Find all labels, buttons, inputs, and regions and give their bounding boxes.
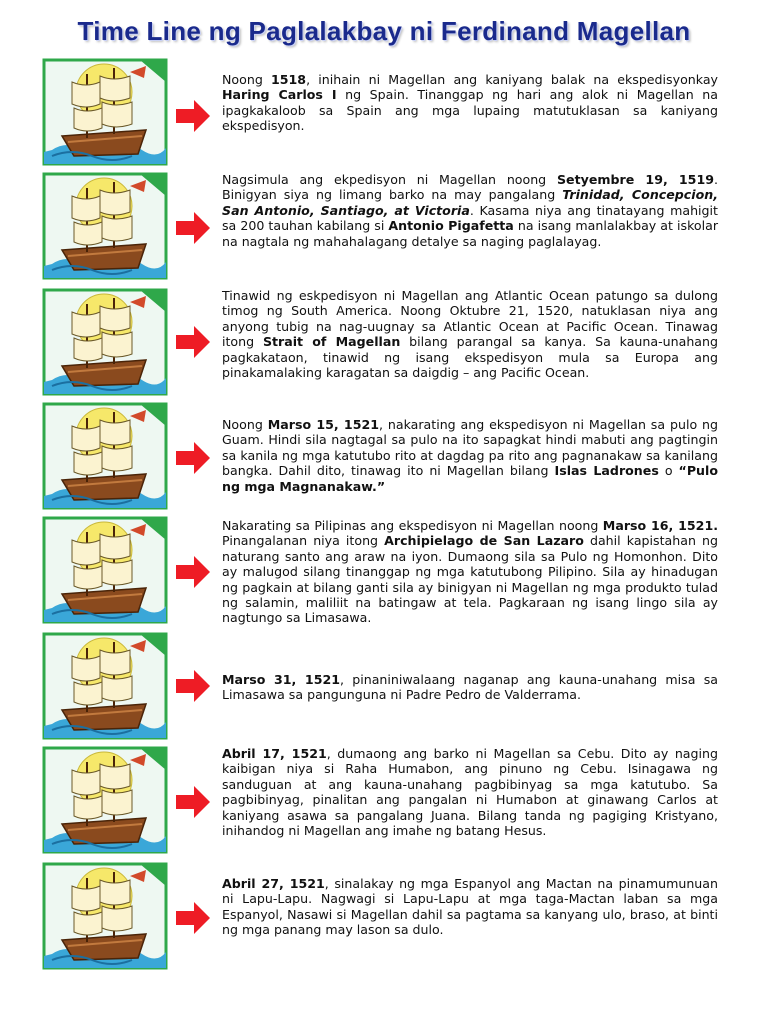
entry-text-segment: bilang parangal sa kanya. Sa kauna-unahang pagkakataon, tinawid ng isang ekspedisyon mula sa Europa ang pinakamalaking karagatan sa daigdig – ang Pacific Ocean.	[222, 334, 718, 381]
entry-text-segment: ng Spain. Tinanggap ng hari ang alok ni Magellan na ipagkakaloob sa Spain ang mga lupaing matutuklasan sa kaniyang ekspedisyon.	[222, 87, 719, 134]
entry-text-segment: na isang manlalakbay at iskolar na nagtala ng mahahalagang detalye sa naging paglalayag.	[222, 218, 719, 249]
ship-icon	[42, 288, 168, 396]
entry-text-segment: 1518	[271, 72, 307, 87]
entry-text	[222, 172, 718, 249]
ship-icon	[42, 746, 168, 854]
entry-text	[222, 876, 718, 938]
entry-text-segment: Nagsimula ang ekpedisyon ni Magellan noong	[222, 172, 557, 187]
entry-text	[222, 72, 718, 134]
entry-text-segment: Archipielago de San Lazaro	[384, 533, 584, 549]
entry-text-segment: Strait of Magellan	[262, 334, 401, 350]
entry-text-segment: , nakarating ang ekspedisyon ni Magellan sa pulo ng Guam. Hindi sila nagtagal sa pulo na ito sapagkat hindi mabuti ang pagtingin sa kanila ng mga katutubo rito at dagdag pa rito ang pagnanakaw sa kanilang bangka. Dahil dito, tinawag ito ni Magellan bilang	[222, 417, 719, 479]
entry-text-segment: Noong	[222, 72, 271, 87]
entry-text	[222, 518, 718, 626]
ship-icon	[42, 58, 168, 166]
entry-text-segment: Islas Ladrones	[554, 463, 659, 479]
entry-text-segment: Marso 31, 1521	[222, 672, 340, 687]
ship-icon	[42, 862, 168, 970]
red-arrow-icon	[176, 670, 210, 702]
entry-text-segment: Abril 17, 1521	[222, 746, 327, 761]
entry-text-segment: Tinawid ng eskpedisyon ni Magellan ang Atlantic Ocean patungo sa dulong timog ng South America. Noong Oktubre 21, 1520, natuklasan niya ang anyong tubig na nag-uugnay sa Atlantic Ocean at Pacific Ocean. Tinawag itong	[222, 288, 718, 350]
entry-text-segment: Haring Carlos I	[222, 87, 337, 103]
red-arrow-icon	[176, 442, 210, 474]
entry-text-segment: Marso 16, 1521.	[602, 518, 718, 533]
entry-text-segment: , dumaong ang barko ni Magellan sa Cebu. Dito ay naging kaibigan niya si Raha Humabon, ang pinuno ng Cebu. Isinagawa ng sanduguan at ang kauna-unahang pagbibinyag sa mga katutubo. Sa pagbibinyag, pinalitan ang pangalan ni Humabon at ginawang Carlos at kaniyang asawa sa pangalang Juana. Bilang tanda ng pagiging Kristyano, inihandog ni Magellan ang imahe ng batang Hesus.	[222, 746, 718, 839]
red-arrow-icon	[176, 212, 210, 244]
entry-text-segment: , sinalakay ng mga Espanyol ang Mactan na pinamumunuan ni Lapu-Lapu. Nagwagi si Lapu-Lapu at mga taga-Mactan laban sa mga Espanyol, Nasawi si Magellan dahil sa pagtama sa kanyang ulo, braso, at binti ng mga panang may lason sa dulo.	[222, 876, 718, 938]
red-arrow-icon	[176, 902, 210, 934]
entry-text	[222, 417, 718, 494]
entry-text-segment: Abril 27, 1521	[222, 876, 325, 891]
ship-icon	[42, 516, 168, 624]
entry-text	[222, 288, 718, 380]
entry-text-segment: Trinidad, Concepcion, San Antonio, Santiago, at Victoria	[222, 187, 718, 218]
entry-text-segment: “Pulo ng mga Magnanakaw.”	[222, 463, 718, 494]
ship-icon	[42, 402, 168, 510]
red-arrow-icon	[176, 786, 210, 818]
page-title: Time Line ng Paglalakbay ni Ferdinand Magellan	[77, 16, 691, 46]
entry-text-segment: . Kasama niya ang tinatayang mahigit sa 200 tauhan kabilang si	[222, 202, 718, 234]
entry-text-segment: Marso 15, 1521	[267, 417, 379, 432]
red-arrow-icon	[176, 326, 210, 358]
entry-text-segment: dahil kapistahan ng naturang santo ang araw na iyon. Dumaong sila sa Pulo ng Homonhon. Dito ay malugod silang tinanggap ng mga katutubong Pilipino. Sila ay hinadugan ng pagkain at bilang ganti sila ay binigyan ni Magellan ng mga produkto tulad ng salamin, maliliit na batingaw at tela. Pagkaraan ng isang lingo sila ay nagtungo sa Limasawa.	[222, 533, 718, 626]
entry-text-segment: Pinangalanan niya itong	[222, 533, 385, 549]
entry-text-segment: . Binigyan siya ng limang barko na may pangalang	[222, 172, 718, 203]
entry-text-segment: , inihain ni Magellan ang kaniyang balak na ekspedisyonkay	[306, 72, 718, 87]
ship-icon	[42, 172, 168, 280]
entry-text-segment: Antonio Pigafetta	[388, 218, 514, 234]
entry-text-segment: o	[658, 463, 679, 479]
red-arrow-icon	[176, 556, 210, 588]
entry-text-segment: , pinaniniwalaang naganap ang kauna-unahang misa sa Limasawa sa pangunguna ni Padre Pedro de Valderrama.	[222, 672, 718, 703]
entry-text-segment: Nakarating sa Pilipinas ang ekspedisyon ni Magellan noong	[222, 518, 603, 533]
entry-text-segment: Noong	[222, 417, 268, 432]
entry-text	[222, 672, 718, 703]
ship-icon	[42, 632, 168, 740]
red-arrow-icon	[176, 100, 210, 132]
entry-text	[222, 746, 718, 838]
entry-text-segment: Setyembre 19, 1519	[556, 172, 714, 187]
